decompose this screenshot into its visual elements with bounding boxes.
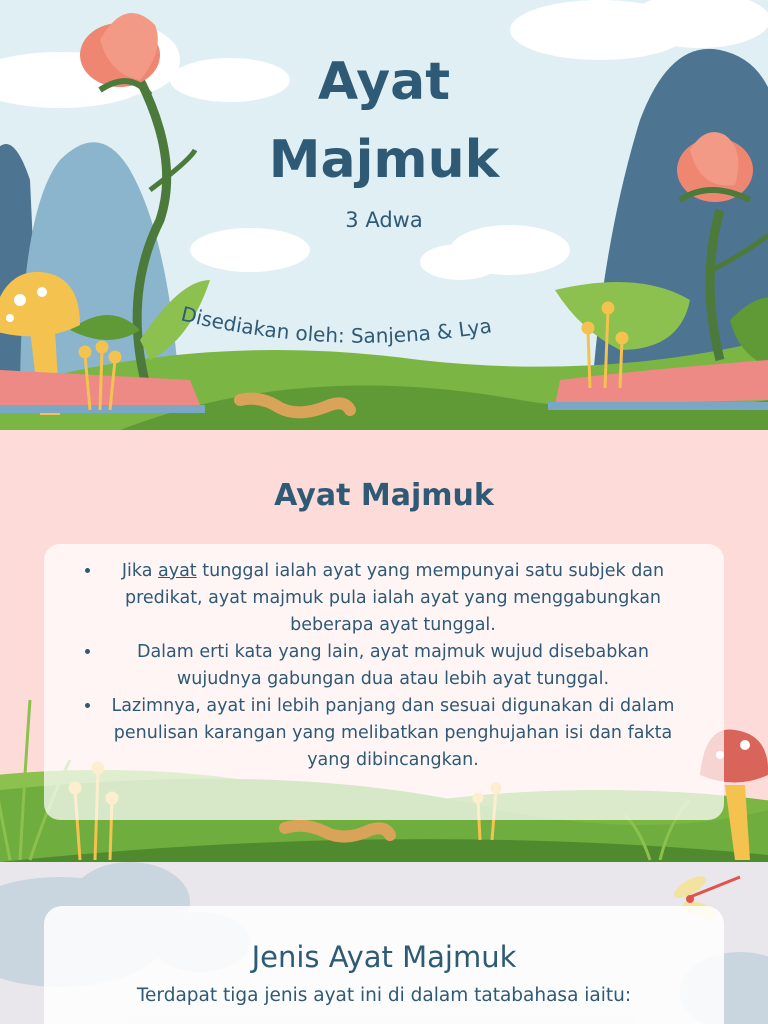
types-slide [0,862,768,1024]
ayat-link[interactable]: ayat [158,561,197,581]
list-item: • Jika ayat tunggal ialah ayat yang mempunyai satu subjek dan predikat, ayat majmuk pula ialah ayat yang menggabungkan beberapa ayat tunggal. [102,558,684,639]
title-line-2: Majmuk [268,130,500,190]
section-title: Ayat Majmuk [274,478,494,513]
credit-text [170,290,590,380]
class-name: 3 Adwa [345,208,423,232]
definition-card [44,544,724,820]
svg-text:Disediakan oleh: Sanjena & Lya [179,302,493,348]
title-line-1: Ayat [317,52,451,112]
title-slide [0,0,768,430]
credit-label: Disediakan oleh: Sanjena & Lya [178,301,494,348]
section-title: Jenis Ayat Majmuk [251,940,517,974]
definition-list [44,544,724,774]
list-item: • Dalam erti kata yang lain, ayat majmuk wujud disebabkan wujudnya gabungan dua atau lebih ayat tunggal. [102,639,684,693]
intro-text: Terdapat tiga jenis ayat ini di dalam tatabahasa iaitu: [136,985,632,1006]
list-item: • Lazimnya, ayat ini lebih panjang dan sesuai digunakan di dalam penulisan karangan yang melibatkan penghujahan isi dan fakta yang dibincangkan. [102,693,684,774]
definition-slide [0,430,768,862]
